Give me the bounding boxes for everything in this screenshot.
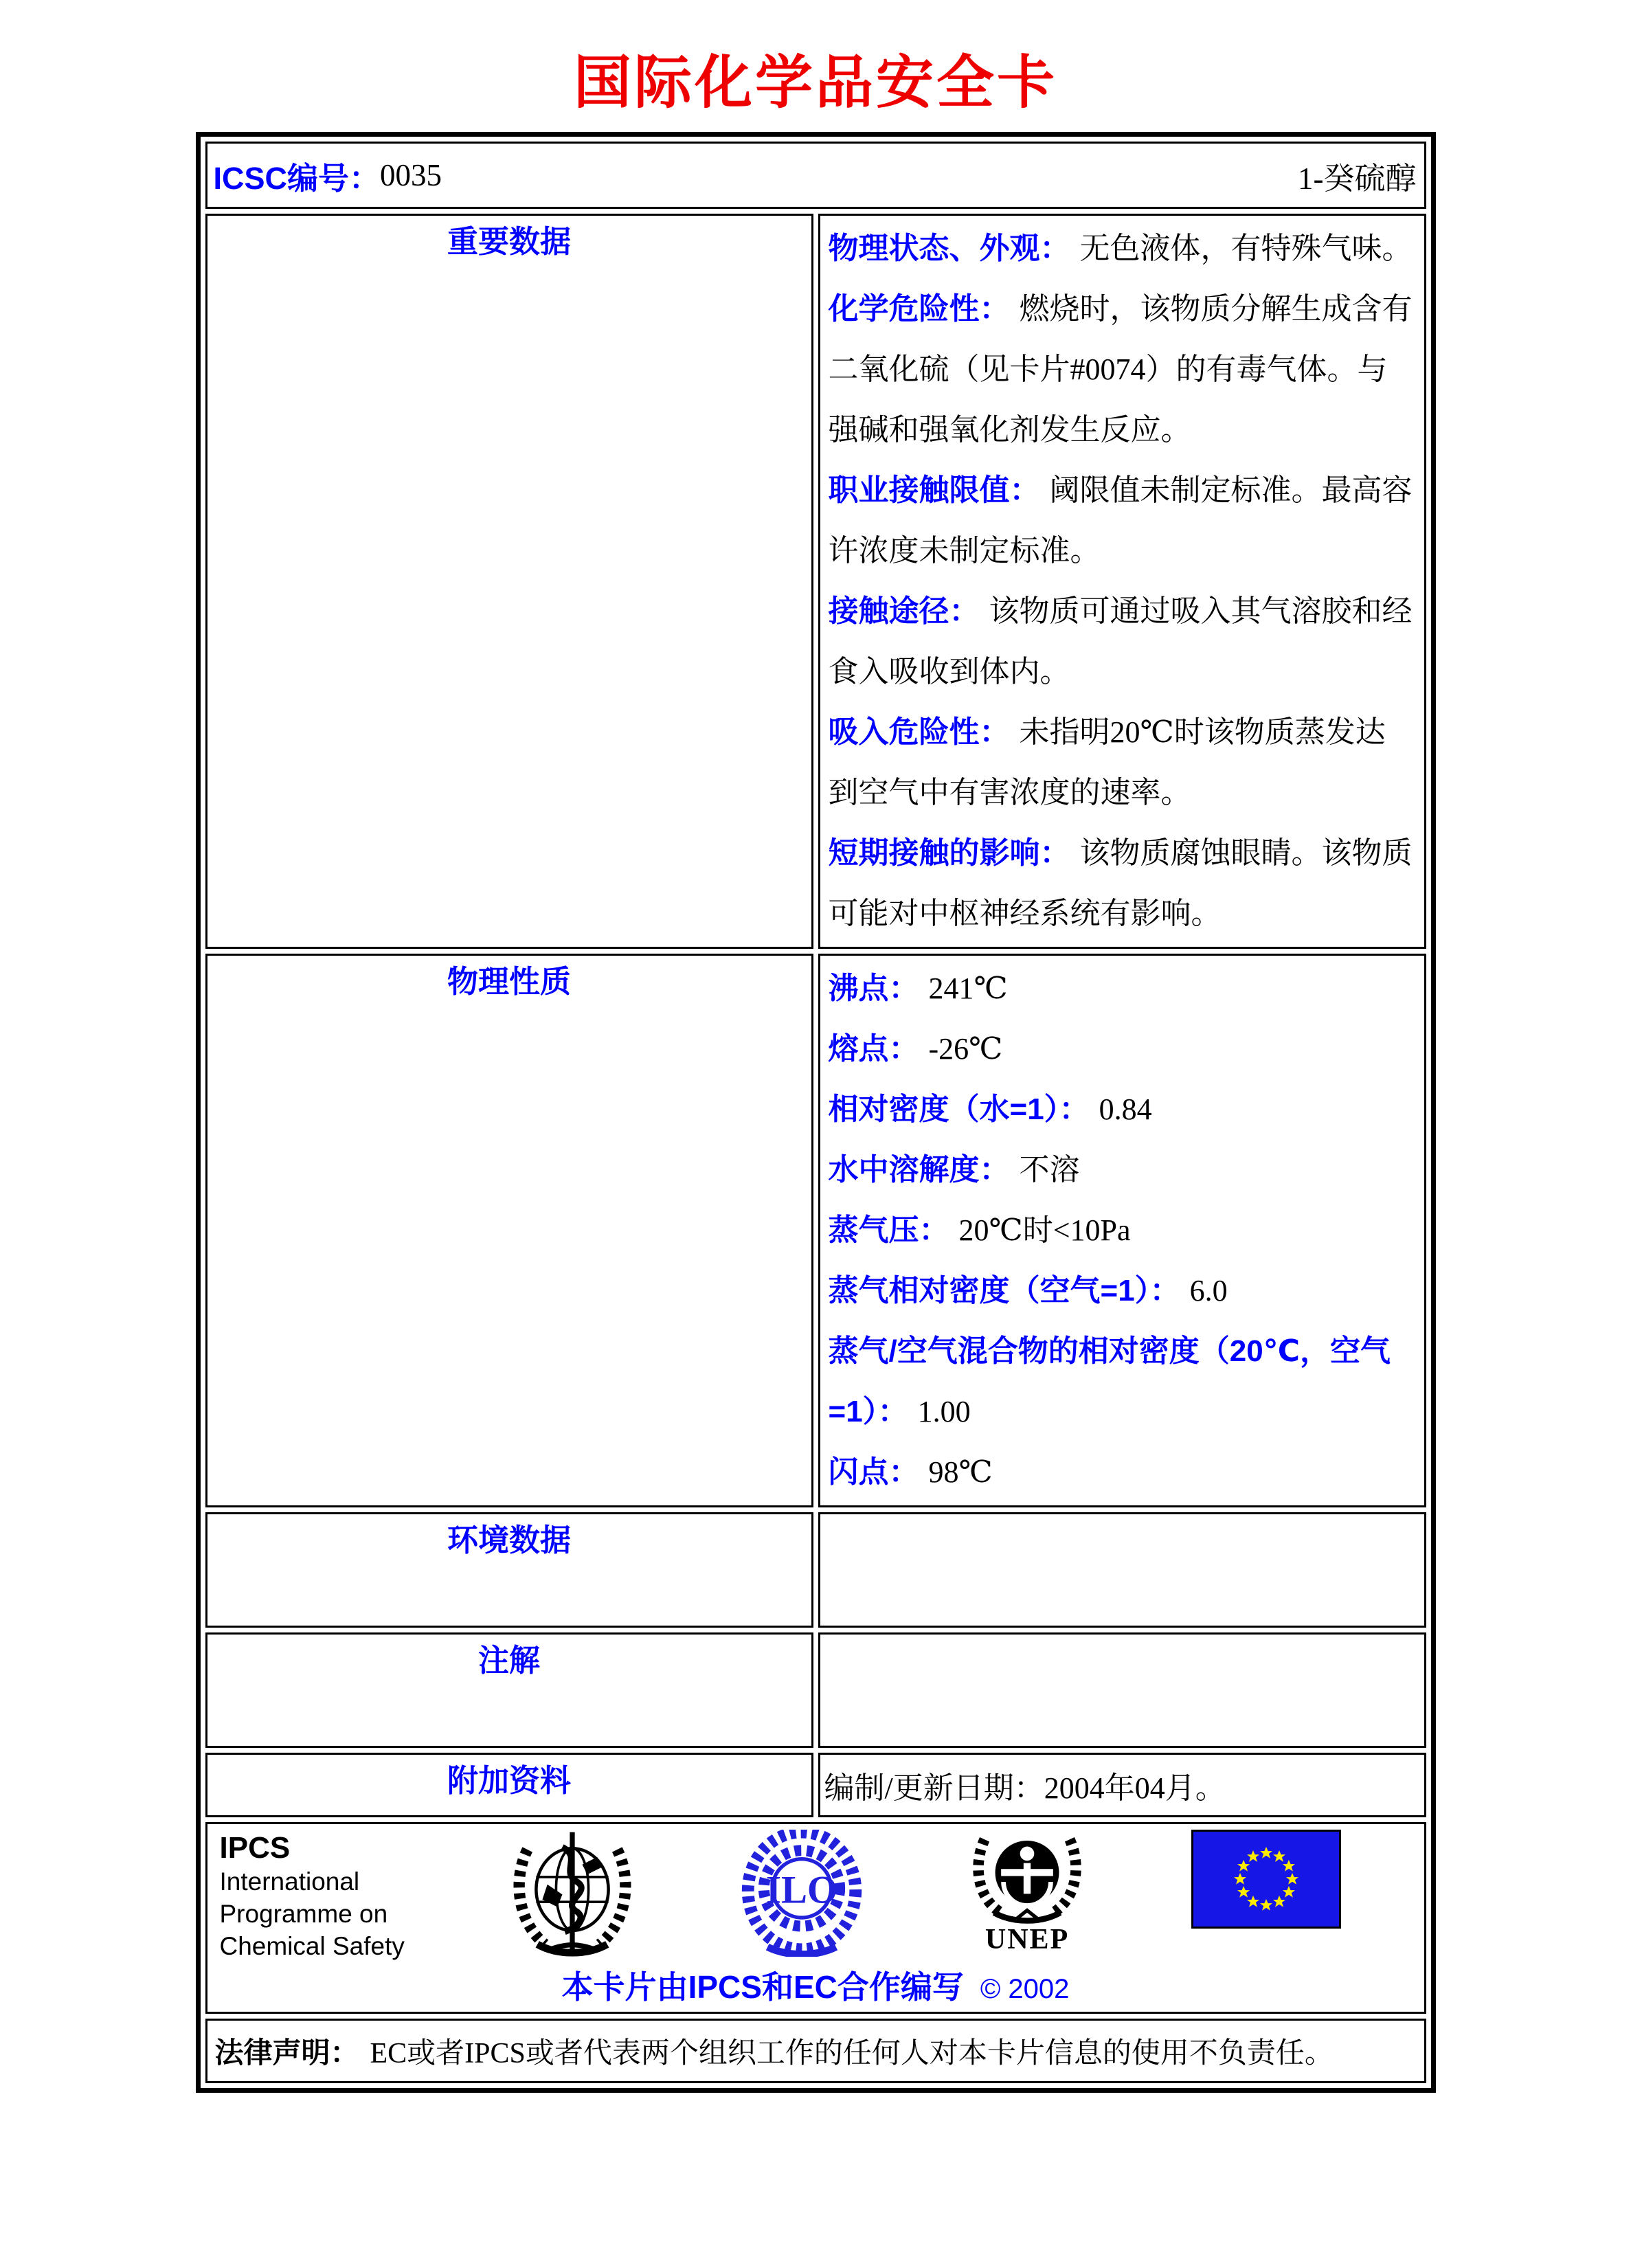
ipcs-text-block xyxy=(220,1830,405,1962)
caption-copyright: © 2002 xyxy=(980,1974,1070,2005)
entry-text: 20℃时<10Pa xyxy=(958,1213,1131,1248)
entry-text: 该物质可通过吸入其气溶胶和经食入吸收到体内。 xyxy=(828,594,1413,689)
section-label-notes: 注解 xyxy=(205,1632,813,1748)
ilo-letters: ILO xyxy=(765,1868,837,1912)
entry-label: 物理状态、外观： xyxy=(828,232,1070,266)
entry-label: 沸点： xyxy=(828,972,919,1006)
legal-notice-label: 法律声明： xyxy=(214,2036,359,2069)
entry-physical-state xyxy=(829,218,1413,279)
ipcs-acronym: IPCS xyxy=(219,1831,291,1865)
entry-text: -26℃ xyxy=(928,1032,1003,1066)
eu-flag-icon xyxy=(1191,1830,1341,1932)
unep-logo-icon xyxy=(968,1830,1086,1956)
caption-text: 本卡片由IPCS和EC合作编写 xyxy=(561,1969,964,2006)
entry-text: 6.0 xyxy=(1189,1274,1228,1308)
icsc-page xyxy=(0,52,1631,2268)
entry-label: 职业接触限值： xyxy=(828,473,1040,508)
page-title: 国际化学品安全卡 xyxy=(573,50,1057,115)
cooperation-caption xyxy=(214,1962,1417,2008)
ipcs-line: Programme on xyxy=(219,1900,388,1929)
section-label-important-data: 重要数据 xyxy=(205,214,813,949)
physical-properties-content xyxy=(818,954,1426,1507)
ipcs-line: Chemical Safety xyxy=(219,1932,405,1961)
entry-short-term-effects xyxy=(829,823,1413,944)
entry-label: 蒸气相对密度（空气=1）： xyxy=(828,1274,1180,1308)
section-label-physical-properties: 物理性质 xyxy=(205,954,813,1507)
entry-label: 接触途径： xyxy=(828,594,980,629)
notes-content xyxy=(818,1632,1426,1748)
important-data-row xyxy=(205,214,1426,949)
ilo-logo-icon xyxy=(741,1830,863,1960)
notes-row xyxy=(205,1632,1426,1748)
environmental-data-content xyxy=(818,1512,1426,1628)
entry-text: 不溶 xyxy=(1019,1153,1080,1187)
entry-relative-density xyxy=(829,1079,1413,1140)
additional-info-content: 编制/更新日期：2004年04月。 xyxy=(818,1753,1426,1817)
entry-label: 化学危险性： xyxy=(828,292,1010,326)
organization-logos xyxy=(214,1828,1417,1961)
entry-label: 吸入危险性： xyxy=(828,715,1010,750)
entry-label: 蒸气压： xyxy=(828,1213,949,1248)
icsc-card-table xyxy=(196,132,1436,2093)
entry-text: 无色液体，有特殊气味。 xyxy=(1079,232,1413,266)
entry-flash-point xyxy=(829,1442,1413,1503)
icsc-number-value: 0035 xyxy=(380,158,442,193)
entry-label: 熔点： xyxy=(828,1032,919,1066)
card-header xyxy=(208,144,1424,206)
header-row xyxy=(205,142,1426,209)
entry-text: 1.00 xyxy=(917,1395,971,1429)
entry-text: 燃烧时，该物质分解生成含有二氧化硫（见卡片#0074）的有毒气体。与强碱和强氧化剂发生反应。 xyxy=(828,292,1413,447)
icsc-number-label: ICSC编号： xyxy=(213,160,381,196)
legal-notice-text: EC或者IPCS或者代表两个组织工作的任何人对本卡片信息的使用不负责任。 xyxy=(370,2038,1334,2070)
entry-boiling-point xyxy=(829,958,1413,1019)
physical-properties-row xyxy=(205,954,1426,1507)
unep-letters: UNEP xyxy=(985,1924,1070,1956)
additional-info-row xyxy=(205,1753,1426,1817)
entry-text: 未指明20℃时该物质蒸发达到空气中有害浓度的速率。 xyxy=(828,715,1386,810)
entry-text: 0.84 xyxy=(1099,1092,1152,1127)
entry-label: 蒸气/空气混合物的相对密度（20℃，空气=1）： xyxy=(828,1334,1391,1429)
legal-notice-row xyxy=(205,2019,1426,2083)
section-label-additional-info: 附加资料 xyxy=(205,1753,813,1817)
chemical-name: 1-癸硫醇 xyxy=(1298,161,1417,196)
important-data-content xyxy=(818,214,1426,949)
entry-vapor-air-mixture-density xyxy=(829,1321,1413,1442)
entry-inhalation-risk xyxy=(829,702,1413,823)
legal-notice xyxy=(208,2021,1424,2080)
entry-water-solubility xyxy=(829,1140,1413,1200)
entry-text: 241℃ xyxy=(928,972,1008,1006)
entry-label: 短期接触的影响： xyxy=(828,836,1070,871)
entry-vapor-relative-density xyxy=(829,1261,1413,1321)
ipcs-line: International xyxy=(219,1867,360,1896)
logos-row xyxy=(205,1822,1426,2014)
environmental-data-row xyxy=(205,1512,1426,1628)
entry-occupational-limits xyxy=(829,460,1413,581)
entry-label: 闪点： xyxy=(828,1455,919,1490)
entry-label: 水中溶解度： xyxy=(828,1153,1010,1187)
entry-chemical-danger xyxy=(829,279,1413,460)
entry-melting-point xyxy=(829,1019,1413,1079)
section-label-environmental-data: 环境数据 xyxy=(205,1512,813,1628)
entry-text: 98℃ xyxy=(928,1455,993,1490)
entry-text: 阈限值未制定标准。最高容许浓度未制定标准。 xyxy=(828,473,1413,568)
entry-vapor-pressure xyxy=(829,1200,1413,1261)
entry-exposure-routes xyxy=(829,581,1413,702)
who-logo-icon xyxy=(510,1830,635,1960)
entry-label: 相对密度（水=1）： xyxy=(828,1092,1090,1127)
entry-text: 该物质腐蚀眼睛。该物质可能对中枢神经系统有影响。 xyxy=(828,836,1413,931)
